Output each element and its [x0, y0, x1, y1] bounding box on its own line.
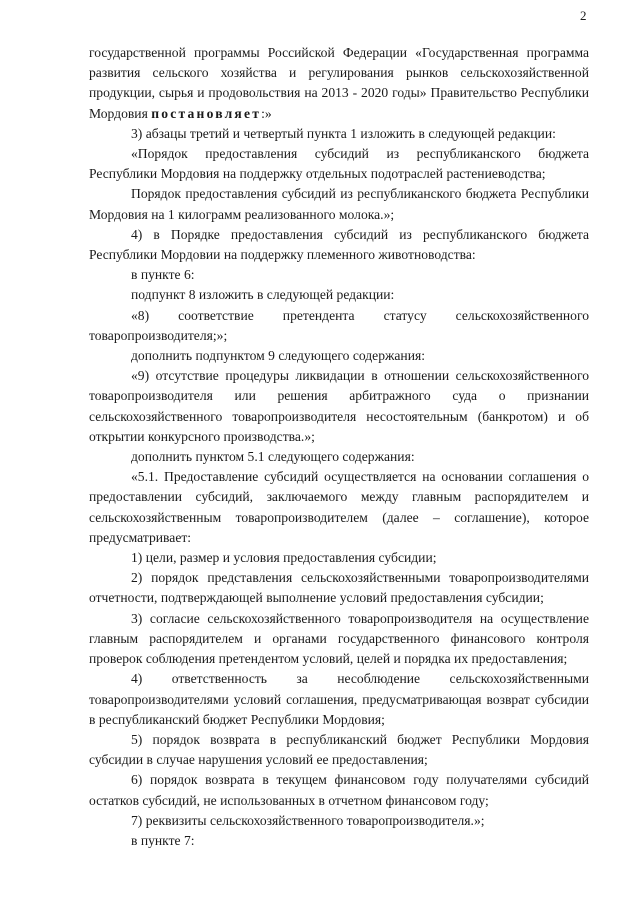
list-item: 2) порядок представления сельскохозяйственными товаропроизводителями отчетности, подтверждающей выполнение условий предоставления субсидии;	[89, 570, 589, 606]
paragraph: подпункт 8 изложить в следующей редакции:	[131, 287, 395, 303]
list-item: 6) порядок возврата в текущем финансовом году получателями субсидий остатков субсидий, не использованных в отчетном финансовом году;	[89, 772, 589, 808]
paragraph-intro	[89, 43, 589, 124]
paragraph: дополнить подпунктом 9 следующего содержания:	[131, 348, 426, 364]
paragraph: «5.1. Предоставление субсидий осуществляется на основании соглашения о предоставлении субсидий, заключаемого между главным распорядителем и сельскохозяйственным товаропроизводителем (далее – соглашение), которое предусматривает:	[89, 469, 589, 545]
page-number: 2	[580, 8, 587, 23]
list-item: 5) порядок возврата в республиканский бюджет Республики Мордовия субсидии в случае нарушения условий ее предоставления;	[89, 731, 589, 768]
paragraph: Порядок предоставления субсидий из республиканского бюджета Республики Мордовия на 1 килограмм реализованного молока.»;	[89, 186, 589, 222]
emphasized-word: постановляет	[151, 105, 262, 121]
paragraph: 3) абзацы третий и четвертый пункта 1 изложить в следующей редакции:	[131, 125, 556, 141]
paragraph: «9) отсутствие процедуры ликвидации в отношении сельскохозяйственного товаропроизводителя или решения арбитражного суда о признании сельскохозяйственного товаропроизводителя несостоятельным (банкротом) и об открытии конкурсного производства.»;	[89, 368, 589, 444]
paragraph: 4) в Порядке предоставления субсидий из республиканского бюджета Республики Мордовии на поддержку племенного животноводства:	[89, 226, 589, 263]
paragraph: дополнить пунктом 5.1 следующего содержания:	[131, 449, 415, 465]
paragraph-text: государственной программы Российской Федерации «Государственная программа развития сельского хозяйства и регулирования рынков сельскохозяйственной продукции, сырья и продовольствия на 2013 - 2020 годы» Правительство Республики Мордовия	[89, 45, 589, 121]
paragraph-tail: :»	[261, 105, 272, 121]
list-item: 7) реквизиты сельскохозяйственного товаропроизводителя.»;	[131, 812, 485, 828]
paragraph: «8) соответствие претендента статусу сельскохозяйственного товаропроизводителя;»;	[89, 307, 589, 343]
paragraph: в пункте 7:	[131, 832, 195, 848]
list-item: 1) цели, размер и условия предоставления субсидии;	[131, 550, 437, 566]
paragraph: в пункте 6:	[131, 267, 195, 283]
document-body	[89, 43, 589, 851]
paragraph: «Порядок предоставления субсидий из республиканского бюджета Республики Мордовия на поддержку отдельных подотраслей растениеводства;	[89, 146, 589, 182]
list-item: 3) согласие сельскохозяйственного товаропроизводителя на осуществление главным распорядителем и органами государственного финансового контроля проверок соблюдения претендентом условий, целей и порядка их предоставления;	[89, 610, 589, 667]
list-item: 4) ответственность за несоблюдение сельскохозяйственными товаропроизводителями условий соглашения, предусматривающая возврат субсидии в республиканский бюджет Республики Мордовия;	[89, 671, 589, 727]
